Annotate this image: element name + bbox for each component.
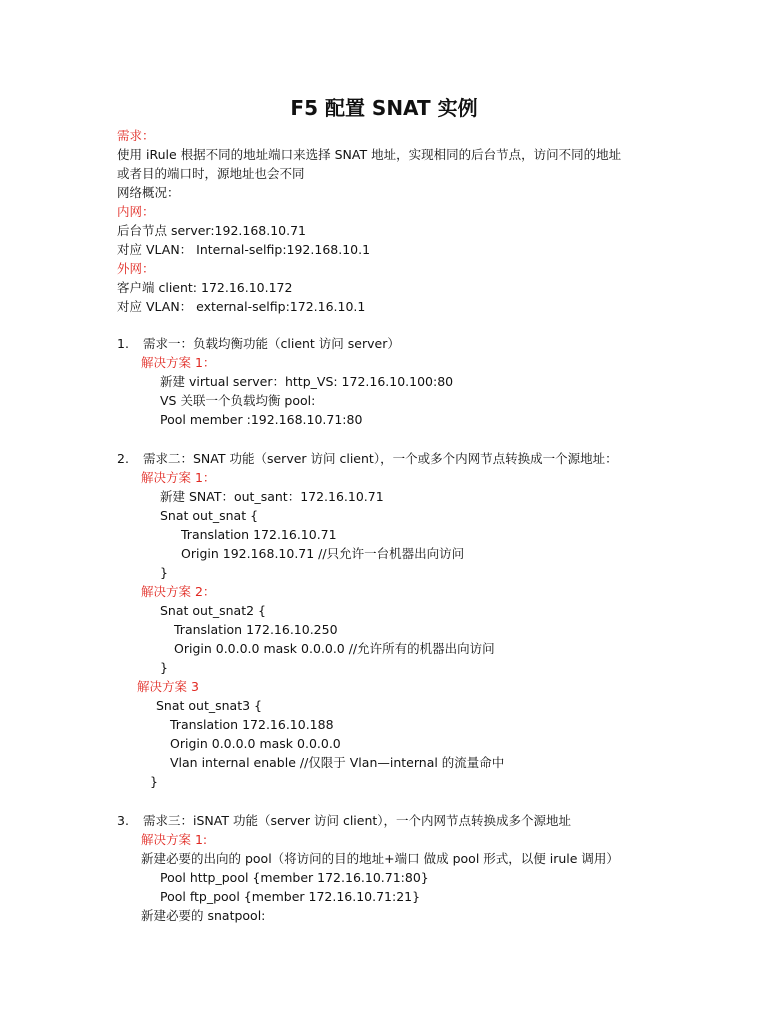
section-3-line-3: Pool ftp_pool {member 172.16.10.71:21} <box>160 889 421 904</box>
inner-vlan-line: 对应 VLAN： Internal-selfip:192.168.10.1 <box>117 242 371 257</box>
section-1-line-1: 新建 virtual server：http_VS: 172.16.10.100:80 <box>160 374 454 389</box>
requirement-text-line-2: 或者目的端口时，源地址也会不同 <box>117 166 305 181</box>
section-2-heading <box>117 450 618 468</box>
section-2-sol2-line-4: } <box>160 660 168 675</box>
section-3-heading-text: 需求三：iSNAT 功能（server 访问 client），一个内网节点转换成多个源地址 <box>143 813 572 828</box>
section-1-heading <box>117 335 400 353</box>
section-2-sol3-line-2: Translation 172.16.10.188 <box>170 717 334 732</box>
outer-client-line: 客户端 client: 172.16.10.172 <box>117 280 293 295</box>
section-2-sol3-line-5: } <box>150 774 158 789</box>
outer-vlan-line: 对应 VLAN： external-selfip:172.16.10.1 <box>117 299 366 314</box>
section-3-line-1: 新建必要的出向的 pool（将访问的目的地址+端口 做成 pool 形式，以便 irule 调用） <box>141 851 619 866</box>
section-3-solution-1-label: 解决方案 1: <box>141 832 208 847</box>
section-1-number: 1. <box>117 336 129 351</box>
section-2-sol2-line-3: Origin 0.0.0.0 mask 0.0.0.0 //允许所有的机器出向访问 <box>174 641 495 656</box>
section-2-sol2-line-1: Snat out_snat2 { <box>160 603 266 618</box>
requirement-text-line-1: 使用 iRule 根据不同的地址端口来选择 SNAT 地址，实现相同的后台节点，访问不同的地址 <box>117 147 622 162</box>
section-2-sol3-line-1: Snat out_snat3 { <box>156 698 262 713</box>
section-2-solution-3-label: 解决方案 3 <box>137 679 199 694</box>
document-title: F5 配置 SNAT 实例 <box>290 96 478 120</box>
section-3-number: 3. <box>117 813 129 828</box>
requirement-label: 需求： <box>117 128 155 143</box>
section-2-sol1-line-4: Origin 192.168.10.71 //只允许一台机器出向访问 <box>181 546 465 561</box>
section-2-solution-1-label: 解决方案 1： <box>141 470 216 485</box>
section-2-sol2-line-2: Translation 172.16.10.250 <box>174 622 338 637</box>
section-1-heading-text: 需求一：负载均衡功能（client 访问 server） <box>143 336 400 351</box>
section-2-number: 2. <box>117 451 129 466</box>
section-2-sol1-line-3: Translation 172.16.10.71 <box>181 527 337 542</box>
section-3-line-4: 新建必要的 snatpool: <box>141 908 266 923</box>
section-2-sol1-line-2: Snat out_snat { <box>160 508 259 523</box>
section-2-heading-text: 需求二：SNAT 功能（server 访问 client），一个或多个内网节点转换成一个源地址： <box>143 451 618 466</box>
section-3-heading <box>117 812 571 830</box>
inner-network-label: 内网： <box>117 204 155 219</box>
section-1-line-3: Pool member :192.168.10.71:80 <box>160 412 363 427</box>
section-1-line-2: VS 关联一个负载均衡 pool: <box>160 393 316 408</box>
section-2-sol1-line-1: 新建 SNAT：out_sant：172.16.10.71 <box>160 489 384 504</box>
section-1-solution-1-label: 解决方案 1： <box>141 355 216 370</box>
outer-network-label: 外网： <box>117 261 155 276</box>
section-3-line-2: Pool http_pool {member 172.16.10.71:80} <box>160 870 429 885</box>
section-2-sol3-line-4: Vlan internal enable //仅限于 Vlan—internal 的流量命中 <box>170 755 505 770</box>
inner-server-line: 后台节点 server:192.168.10.71 <box>117 223 306 238</box>
section-2-sol3-line-3: Origin 0.0.0.0 mask 0.0.0.0 <box>170 736 341 751</box>
network-overview-label: 网络概况： <box>117 185 180 200</box>
section-2-solution-2-label: 解决方案 2： <box>141 584 216 599</box>
section-2-sol1-line-5: } <box>160 565 168 580</box>
